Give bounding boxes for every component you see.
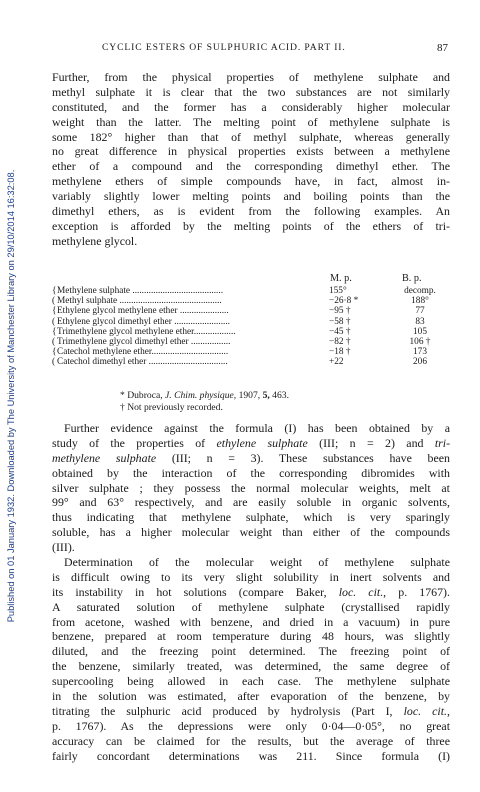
melting-point: −18 † (329, 347, 351, 358)
table-row (52, 337, 450, 347)
paragraph-3-line (52, 585, 450, 600)
citation-loc-cit: loc. cit. (403, 703, 448, 718)
paragraph-2-line: Further evidence against the formula (I) has been obtained by a (64, 421, 450, 435)
boiling-point: 105 (413, 326, 427, 337)
paragraph-3 (52, 555, 450, 763)
paragraph-3-line: diluted, and the freezing point determined. The freezing point of (52, 644, 450, 659)
melting-point: +22 (329, 357, 344, 368)
table-row (52, 317, 450, 327)
text-run: study of the properties of (52, 435, 217, 450)
paragraph-1-line: constituted, and the former has a considerably higher molecular (52, 99, 450, 114)
paragraph-1-line: no great difference in physical properties exists between a methylene (52, 144, 450, 159)
table-row (52, 327, 450, 337)
download-watermark (0, 0, 22, 792)
paragraph-3-line: supercooling being allowed in each case. The methylene sulphate (52, 674, 450, 689)
table-footnotes (120, 390, 289, 413)
footnote-journal: J. Chim. physique, (165, 390, 237, 401)
pair-brace: { (52, 306, 57, 317)
pair-brace: { (52, 286, 57, 296)
footnote-dubroca (120, 390, 289, 402)
boiling-point: 83 (415, 316, 425, 327)
paragraph-3-line: fairly concordant determinations was 211. Since formula (I) (52, 748, 450, 763)
melting-point: 155° (329, 286, 347, 296)
pair-brace: ( (52, 357, 56, 368)
paragraph-3-line: in the solution was estimated, after evaporation of the benzene, by (52, 689, 450, 704)
text-run: its instability in hot solutions (compare Baker, (52, 584, 339, 599)
melting-point: −26·8 * (329, 296, 359, 307)
text-run: titrating the sulphuric acid produced by hydrolysis (Part I, (52, 703, 404, 718)
paragraph-1-line: variably slightly lower melting points and boiling points than the (52, 189, 450, 204)
footnote-new-record: † Not previously recorded. (120, 401, 223, 413)
paragraph-1-line: some 182° higher than that of methyl sulphate, whereas generally (52, 129, 450, 144)
footnote-year: 1907, (236, 390, 263, 401)
melting-point: −95 † (329, 306, 351, 317)
pair-brace: { (52, 326, 57, 337)
boiling-point: 206 (413, 357, 427, 368)
boiling-point: 77 (415, 306, 425, 317)
paragraph-1-line: methylene glycol. (52, 233, 138, 248)
text-run: (III; n = 2) and (307, 435, 435, 450)
paragraph-2-line: obtained by the interaction of the corresponding dibromides with (52, 465, 450, 480)
paragraph-1 (52, 70, 450, 249)
compound-name: Methyl sulphate ............................................ (57, 296, 222, 307)
running-header (52, 42, 448, 56)
paragraph-2-line: thus indicating that methylene sulphate, which is very sparingly (52, 510, 450, 525)
boiling-point: 173 (413, 347, 427, 358)
text-run: , p. 1767). (383, 584, 450, 599)
compound-term: tri- (434, 435, 451, 450)
compound-term: methylene sulphate (52, 450, 157, 465)
paragraph-1-line: dimethyl ethers, as is evident from the following examples. An (52, 204, 450, 219)
paragraph-3-line: Determination of the molecular weight of methylene sulphate (64, 555, 450, 569)
paragraph-3-line: is difficult owing to its very slight solubility in inert solvents and (52, 569, 450, 584)
paragraph-1-line: methyl sulphate it is clear that the two substances are not similarly (52, 84, 450, 99)
paragraph-2-line: silver sulphate ; they possess the normal molecular weights, melt at (52, 480, 450, 495)
pair-brace: { (52, 347, 57, 358)
footnote-author: * Dubroca, (120, 390, 166, 401)
compound-term: ethylene sulphate (216, 435, 308, 450)
paragraph-3-line: benzene, prepared at room temperature during 48 hours, was slightly (52, 629, 450, 644)
citation-loc-cit: loc. cit. (338, 584, 384, 599)
paragraph-1-line: Further, from the physical properties of methylene sulphate and (52, 70, 450, 84)
table-row (52, 286, 450, 296)
paragraph-1-line: exception is afforded by the melting points of the ethers of tri- (52, 218, 450, 233)
compound-name: Trimethylene glycol methylene ether.................. (57, 326, 236, 337)
melting-point: −82 † (329, 336, 351, 347)
melting-point: −58 † (329, 316, 351, 327)
paragraph-3-line (52, 704, 450, 719)
download-watermark-text: Published on 01 January 1932. Downloaded by The University of Manchester Library on 29/10/2014 16:32:08. (6, 169, 16, 623)
text-run: , (447, 703, 450, 718)
column-header-mp: M. p. (330, 273, 352, 284)
compound-name: Methylene sulphate ....................................... (57, 286, 224, 296)
footnote-volume: 5, (262, 390, 270, 401)
text-run: (III; n = 3). These substances have been (156, 450, 451, 465)
paragraph-1-line: ether of a compound and the corresponding dimethyl ether. The (52, 159, 450, 174)
paragraph-3-line: the benzene, similarly treated, was determined, the same degree of (52, 659, 450, 674)
boiling-point: 106 † (409, 336, 431, 347)
paragraph-1-line: weight than the latter. The melting point of methylene sulphate is (52, 114, 450, 129)
paragraph-2-line: 99° and 63° respectively, and are easily soluble in organic solvents, (52, 495, 450, 510)
boiling-point: 188° (411, 296, 429, 307)
melting-boiling-point-table (52, 274, 450, 368)
paragraph-3-line: p. 1767). As the depressions were only 0·04—0·05°, no great (52, 718, 450, 733)
paragraph-2 (52, 421, 450, 555)
pair-brace: ( (52, 296, 56, 307)
table-header (52, 274, 450, 286)
compound-name: Ethylene glycol dimethyl ether ........................ (57, 316, 230, 327)
paragraph-2-line (52, 436, 450, 451)
compound-name: Catechol methylene ether................................. (57, 347, 229, 358)
table-row (52, 357, 450, 367)
paragraph-3-line: A saturated solution of methylene sulphate (crystallised rapidly (52, 599, 450, 614)
paragraph-2-line: soluble, has a higher molecular weight than either of the compounds (52, 525, 450, 540)
running-title: CYCLIC ESTERS OF SULPHURIC ACID. PART II. (102, 42, 346, 53)
table-row (52, 306, 450, 316)
compound-name: Trimethylene glycol dimethyl ether ................. (57, 336, 231, 347)
table-row (52, 296, 450, 306)
page-number: 87 (437, 42, 448, 54)
paragraph-3-line: accuracy can be claimed for the results, but the average of three (52, 733, 450, 748)
column-header-bp: B. p. (402, 273, 422, 284)
pair-brace: ( (52, 316, 56, 327)
paragraph-2-line: (III). (52, 540, 75, 555)
boiling-point: decomp. (404, 286, 436, 296)
compound-name: Catechol dimethyl ether .................................. (57, 357, 228, 368)
pair-brace: ( (52, 336, 56, 347)
melting-point: −45 † (329, 326, 351, 337)
paragraph-3-line: from acetone, washed with benzene, and dried in a vacuum) in pure (52, 614, 450, 629)
compound-name: Ethylene glycol methylene ether ..................... (57, 306, 229, 317)
paragraph-2-line (52, 451, 450, 466)
table-row (52, 347, 450, 357)
paragraph-1-line: methylene ethers of simple compounds have, in fact, almost in- (52, 174, 450, 189)
footnote-page: 463. (269, 390, 289, 401)
